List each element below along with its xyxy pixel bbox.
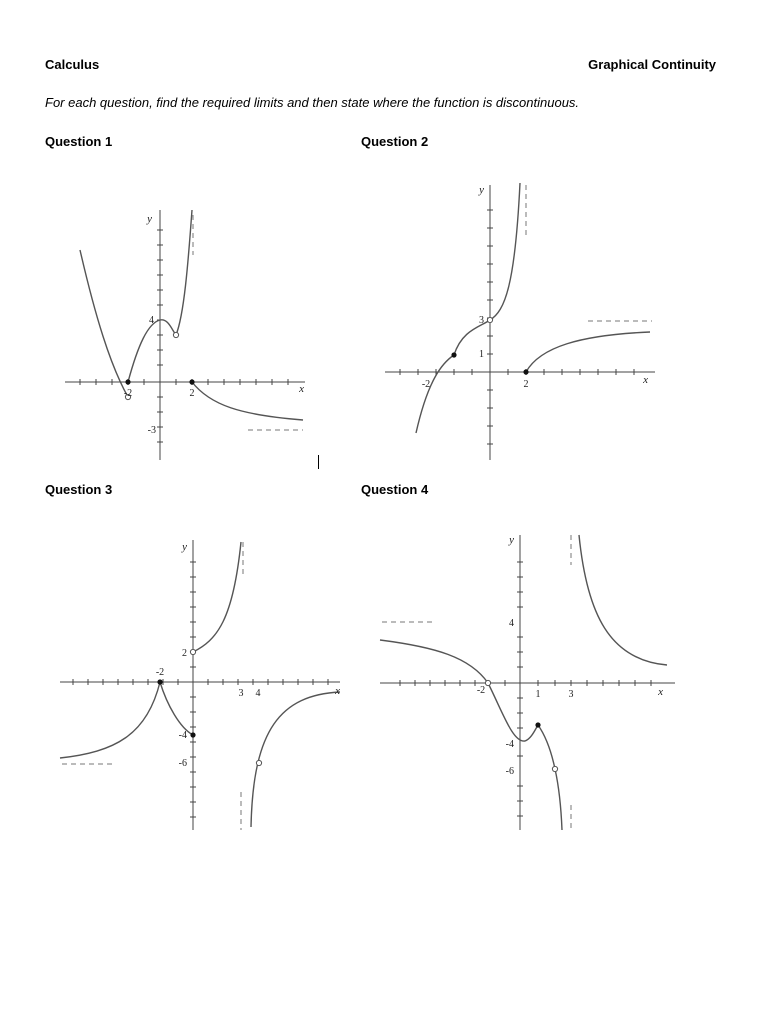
tick-label: 4 bbox=[149, 315, 154, 326]
x-axis-label: x bbox=[335, 685, 340, 697]
curve-left bbox=[416, 355, 454, 433]
curve-left bbox=[80, 250, 128, 397]
graph-3-svg bbox=[55, 530, 345, 835]
closed-point bbox=[451, 352, 456, 357]
subject-title: Calculus bbox=[45, 57, 100, 72]
tick-label: 2 bbox=[182, 648, 187, 659]
topic-title: Graphical Continuity bbox=[588, 57, 716, 72]
open-point bbox=[552, 766, 557, 771]
curve-down bbox=[538, 725, 562, 830]
closed-point bbox=[189, 379, 194, 384]
tick-label: 3 bbox=[479, 315, 484, 326]
question-2-graph bbox=[380, 175, 660, 465]
closed-point bbox=[157, 679, 162, 684]
tick-label: 1 bbox=[535, 689, 541, 700]
curve-middle bbox=[454, 183, 520, 355]
y-axis-label: y bbox=[182, 541, 187, 553]
closed-point bbox=[125, 379, 130, 384]
curve-right bbox=[526, 332, 650, 372]
question-3-graph bbox=[55, 530, 345, 835]
curve-upper bbox=[193, 542, 241, 652]
open-point bbox=[190, 649, 195, 654]
question-3-label: Question 3 bbox=[45, 482, 113, 497]
tick-label: -6 bbox=[178, 758, 187, 769]
tick-label: -3 bbox=[147, 425, 156, 436]
tick-label: 1 bbox=[479, 349, 484, 360]
closed-point bbox=[535, 722, 540, 727]
y-axis-label: y bbox=[509, 534, 514, 546]
tick-label: -4 bbox=[178, 730, 187, 741]
tick-label: 2 bbox=[523, 379, 529, 390]
y-axis-label: y bbox=[479, 184, 484, 196]
graph-4-svg bbox=[375, 525, 680, 835]
tick-label: -2 bbox=[476, 685, 486, 696]
open-point bbox=[173, 332, 178, 337]
question-4-label: Question 4 bbox=[361, 482, 429, 497]
x-axis-label: x bbox=[658, 686, 663, 698]
tick-label: -2 bbox=[421, 379, 431, 390]
y-axis-label: y bbox=[147, 213, 152, 225]
instructions: For each question, find the required limits and then state where the function is discontinuous. bbox=[45, 95, 580, 110]
closed-point bbox=[523, 369, 528, 374]
curve-right bbox=[189, 382, 303, 420]
tick-label: 3 bbox=[568, 689, 574, 700]
tick-label: 2 bbox=[189, 388, 195, 399]
question-1-graph bbox=[60, 205, 310, 465]
tick-label: 4 bbox=[509, 618, 514, 629]
tick-label: 4 bbox=[255, 688, 261, 699]
question-2-label: Question 2 bbox=[361, 134, 429, 149]
question-4-graph bbox=[375, 525, 680, 835]
closed-point bbox=[190, 732, 195, 737]
curve-left bbox=[380, 640, 488, 683]
curve-left bbox=[60, 682, 160, 758]
graph-1-svg bbox=[60, 205, 310, 465]
curve-middle bbox=[160, 682, 193, 735]
stray-mark bbox=[318, 455, 319, 469]
x-axis-label: x bbox=[643, 374, 648, 386]
curve-right bbox=[251, 692, 340, 827]
x-axis-label: x bbox=[299, 383, 304, 395]
open-point bbox=[256, 760, 261, 765]
open-point bbox=[487, 317, 492, 322]
question-1-label: Question 1 bbox=[45, 134, 113, 149]
graph-2-svg bbox=[380, 175, 660, 465]
tick-label: -2 bbox=[155, 667, 165, 678]
curve-dip bbox=[488, 683, 538, 741]
curve-right bbox=[579, 535, 667, 665]
tick-label: -6 bbox=[505, 766, 514, 777]
tick-label: -2 bbox=[123, 388, 133, 399]
tick-label: 3 bbox=[238, 688, 244, 699]
open-point bbox=[485, 680, 490, 685]
tick-label: -4 bbox=[505, 739, 514, 750]
